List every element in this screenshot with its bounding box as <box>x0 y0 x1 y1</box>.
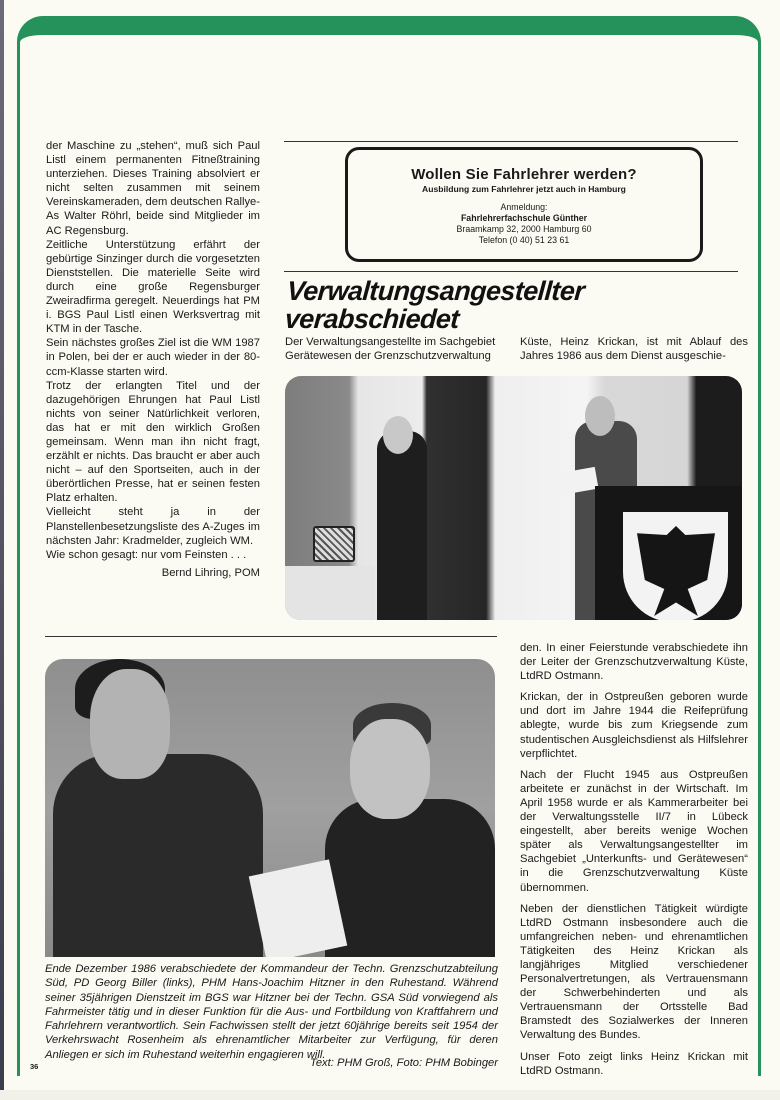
left-article-signature: Bernd Lihring, POM <box>161 566 260 579</box>
photo-person-krickan <box>377 431 427 620</box>
ad-bottom-rule <box>284 271 738 272</box>
photo-caption: Ende Dezember 1986 verabschiedete der Kommandeur der Techn. Grenzschutzabteilung Süd, PD Georg Biller (links), PHM Hans-Joachim Hitzner in den Ruhestand. Während seiner 35jährigen Dienstzeit im BGS war Hitzner bei der Techn. GSA Süd vorwiegend als Fahrmeister tätig und in dieser Funktion für die Aus- und Fortbildung von Kraftfahrern und Fahrlehrern verantwortlich. Sein Fachwissen stellt der jetzt 60jährige bereits seit 1954 der Verkehrswacht Rosenheim als ehrenamtlicher Mitarbeiter zur Verfügung, für deren Anliegen er sich im Ruhestand weiterhin engagieren will. <box>45 963 498 1061</box>
ad-phone: Telefon (0 40) 51 23 61 <box>478 235 570 245</box>
left-article-paragraph: Vielleicht steht ja in der Planstellenbesetzungsliste des A-Zuges im nächsten Jahr: Kradmelder, zugleich WM. <box>46 506 260 547</box>
page-binding-edge <box>0 0 4 1100</box>
article-intro-right: Küste, Heinz Krickan, ist mit Ablauf des Jahres 1986 aus dem Dienst ausgeschie- <box>520 336 748 362</box>
advertisement-box <box>345 147 703 262</box>
main-article-paragraph: Nach der Flucht 1945 aus Ostpreußen arbeitete er zunächst in der Wirtschaft. Im April 1958 wurde er als Kammerarbeiter bei der Verwaltungsstelle II/7 in Lübeck eingestellt, aber bereits wenige Wochen später als Verwaltungsangestellter im Sachgebiet „Unterkunfts- und Gerätewesen“ in die Grenzschutzverwaltung Küste übernommen. <box>520 768 748 894</box>
photo-officer-hitzner <box>325 799 495 957</box>
page-bottom-edge <box>0 1090 780 1100</box>
photo-officer-biller <box>53 754 263 957</box>
left-article-paragraph: Wie schon gesagt: nur vom Feinsten . . . <box>46 548 247 561</box>
ad-subtitle: Ausbildung zum Fahrlehrer jetzt auch in Hamburg <box>422 184 626 194</box>
left-article-paragraph: Zeitliche Unterstützung erfährt der gebürtige Sinzinger durch die vorgesetzten Dienststellen. Die materielle Seite wird durch eine große Regensburger Zweiradfirma geregelt. Neuerdings hat PM i. BGS Paul Listl einen Werksvertrag mit KTM in der Tasche. <box>46 238 260 336</box>
article-headline <box>284 277 748 333</box>
ceremony-photo <box>285 376 742 620</box>
photo-head <box>383 416 413 454</box>
main-article-paragraph: Unser Foto zeigt links Heinz Krickan mit LtdRD Ostmann. <box>520 1050 748 1077</box>
photo-head <box>585 396 615 436</box>
headline-line-2: verabschiedet <box>283 304 460 334</box>
ad-address: Braamkamp 32, 2000 Hamburg 60 <box>456 224 592 234</box>
headline-line-1: Verwaltungsangestellter <box>285 276 586 306</box>
handshake-photo <box>45 659 495 957</box>
left-article-paragraph: Trotz der erlangten Titel und der dazugehörigen Ehrungen hat Paul Listl nichts von seiner Natürlichkeit verloren, das hat er mit den wirklich Großen gemeinsam. Wenn man ihn nicht fragt, erzählt er nichts. Das braucht er aber auch nicht – auf den Sportseiten, auch in der überörtlichen Presse, hat er seinen festen Platz erhalten. <box>46 379 260 505</box>
main-article-paragraph: Neben der dienstlichen Tätigkeit würdigte LtdRD Ostmann insbesondere auch die umfangreichen neben- und ehrenamtlichen Tätigkeiten des Heinz Krickan als langjähriges Mitglied verschiedener Personalvertretungen, als Vertrauensmann der Schwerbehinderten und als Vertrauensmann der Ortsstelle Bad Bramstedt des Sozialwerkes der Inneren Verwaltung des Bundes. <box>520 902 748 1042</box>
main-article-paragraph: Krickan, der in Ostpreußen geboren wurde und dort im Jahre 1944 die Reifeprüfung ablegte, wurde bis zum Kriegsende zum studentischen Ausgleichsdienst als Hilfslehrer verpflichtet. <box>520 691 748 760</box>
photo-face <box>350 719 430 819</box>
photo-table <box>285 566 375 620</box>
photo-credit: Text: PHM Groß, Foto: PHM Bobinger <box>310 1057 498 1069</box>
left-article-column <box>46 139 260 580</box>
section-rule <box>45 636 497 637</box>
page-number: 36 <box>30 1062 39 1071</box>
ad-registration-label: Anmeldung: <box>500 202 548 212</box>
left-article-paragraph: der Maschine zu „stehen“, muß sich Paul Listl einem permanenten Fitneßtraining unterziehen. Dieses Training absolviert er nicht selten zusammen mit seinem Vereinskameraden, dem deutschen Rallye-As Walter Röhrl, beide sind Mitglieder im AC Regensburg. <box>46 140 260 237</box>
ad-school-name: Fahrlehrerfachschule Günther <box>460 213 588 223</box>
left-article-paragraph: Sein nächstes großes Ziel ist die WM 1987 in Polen, bei der er auch wieder in der 80-ccm-Klasse starten wird. <box>46 337 260 378</box>
ad-top-rule <box>284 141 738 142</box>
photo-face <box>90 669 170 779</box>
article-intro-left: Der Verwaltungsangestellte im Sachgebiet Gerätewesen der Grenzschutzverwaltung <box>285 336 496 362</box>
photo-briefcase <box>313 526 355 562</box>
main-article-paragraph: den. In einer Feierstunde verabschiedete ihn der Leiter der Grenzschutzverwaltung Küste, LtdRD Ostmann. <box>520 642 748 683</box>
ad-title: Wollen Sie Fahrlehrer werden? <box>411 166 637 183</box>
main-article-column <box>520 641 748 1085</box>
